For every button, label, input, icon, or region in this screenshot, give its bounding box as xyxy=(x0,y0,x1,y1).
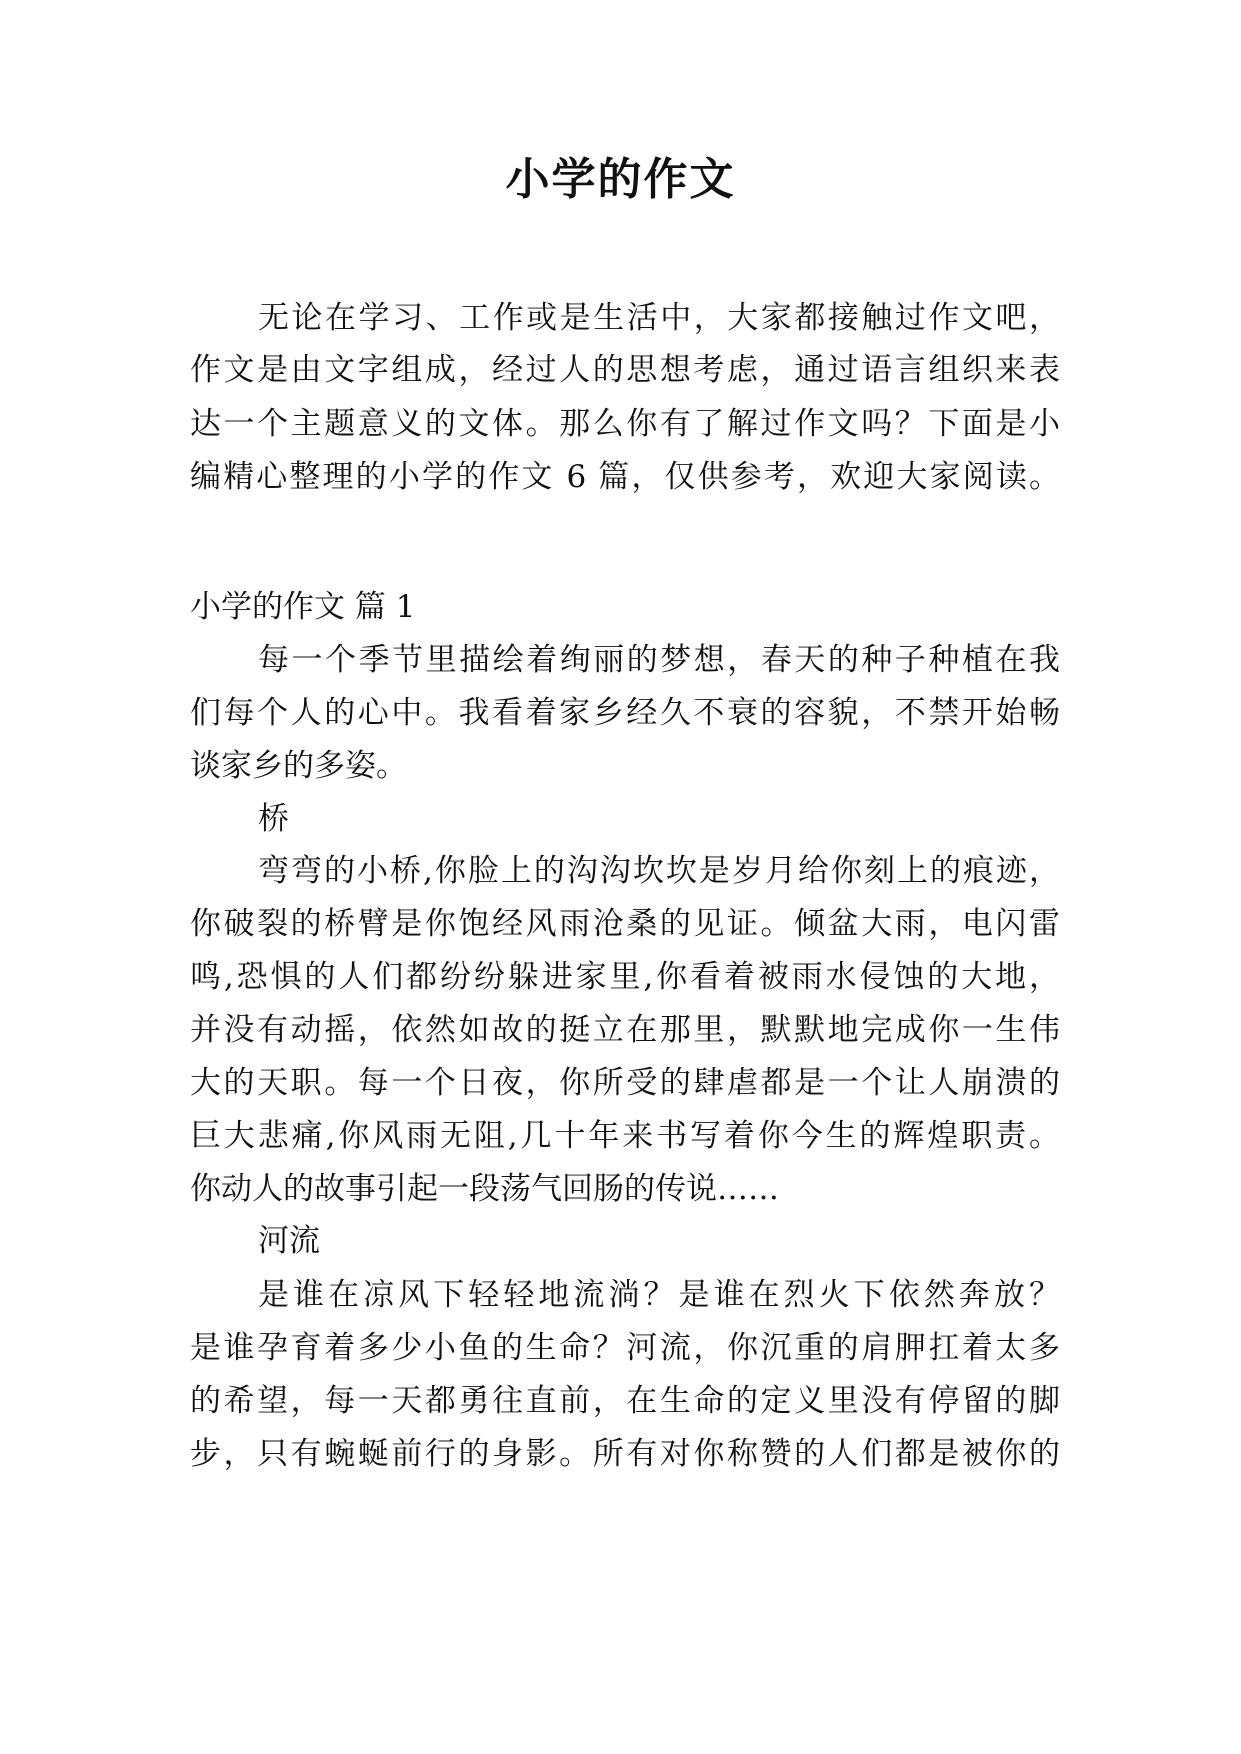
intro-paragraph-line: 无论在学习、工作或是生活中，大家都接触过作文吧， xyxy=(258,300,1060,336)
paragraph-line: 并没有动摇，依然如故的挺立在那里，默默地完成你一生伟 xyxy=(190,1012,1060,1048)
paragraph-line: 每一个季节里描绘着绚丽的梦想，春天的种子种植在我 xyxy=(258,642,1060,678)
document-title: 小学的作文 xyxy=(505,154,736,205)
section-heading: 小学的作文 篇 1 xyxy=(190,589,416,625)
intro-paragraph-line: 作文是由文字组成，经过人的思想考虑，通过语言组织来表 xyxy=(190,352,1060,388)
intro-paragraph-line: 编精心整理的小学的作文 6 篇，仅供参考，欢迎大家阅读。 xyxy=(190,459,1060,495)
paragraph-line: 大的天职。每一个日夜，你所受的肆虐都是一个让人崩溃的 xyxy=(190,1065,1060,1101)
paragraph-line: 巨大悲痛,你风雨无阻,几十年来书写着你今生的辉煌职责。 xyxy=(190,1118,1060,1154)
paragraph-line: 步，只有蜿蜒前行的身影。所有对你称赞的人们都是被你的 xyxy=(190,1436,1060,1472)
paragraph-line: 是谁孕育着多少小鱼的生命？河流，你沉重的肩胛扛着太多 xyxy=(190,1330,1060,1366)
subheading-river: 河流 xyxy=(258,1223,320,1259)
paragraph-line: 你破裂的桥臂是你饱经风雨沧桑的见证。倾盆大雨，电闪雷 xyxy=(190,906,1060,942)
paragraph-line: 的希望，每一天都勇往直前，在生命的定义里没有停留的脚 xyxy=(190,1383,1060,1419)
paragraph-line: 你动人的故事引起一段荡气回肠的传说…… xyxy=(190,1171,779,1207)
paragraph-line: 鸣,恐惧的人们都纷纷躲进家里,你看着被雨水侵蚀的大地， xyxy=(190,959,1060,995)
subheading-bridge: 桥 xyxy=(258,801,289,837)
intro-paragraph-line: 达一个主题意义的文体。那么你有了解过作文吗？下面是小 xyxy=(190,406,1060,442)
paragraph-line: 弯弯的小桥,你脸上的沟沟坎坎是岁月给你刻上的痕迹， xyxy=(258,853,1060,889)
paragraph-line: 们每个人的心中。我看着家乡经久不衰的容貌，不禁开始畅 xyxy=(190,695,1060,731)
paragraph-line: 谈家乡的多姿。 xyxy=(190,748,407,784)
paragraph-line: 是谁在凉风下轻轻地流淌？是谁在烈火下依然奔放？ xyxy=(258,1277,1060,1313)
